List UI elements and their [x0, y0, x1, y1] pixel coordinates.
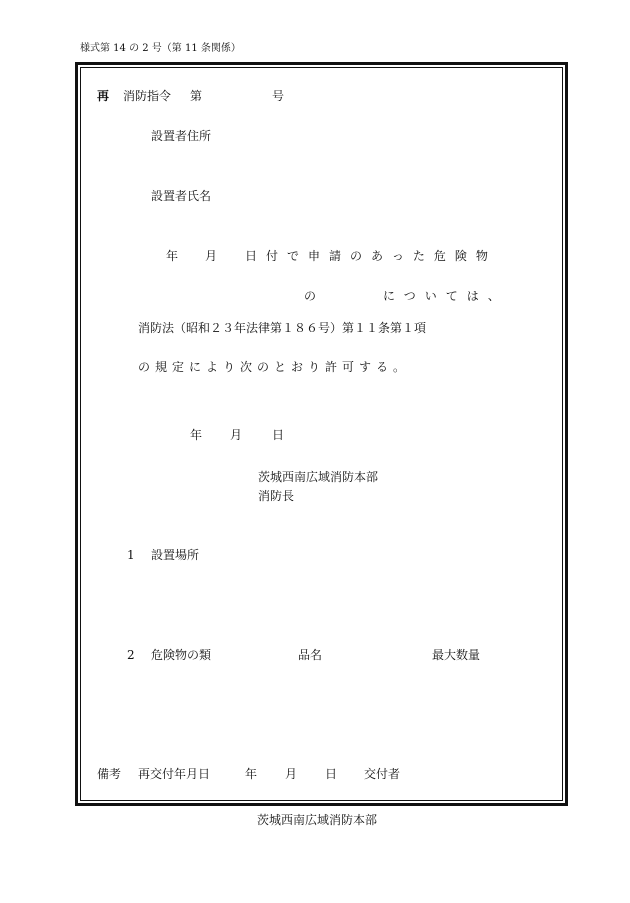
date-day: 日 [272, 428, 285, 442]
permit-dai: 第 [190, 89, 203, 103]
body-year: 年 [166, 249, 179, 263]
item2-number: 2 [127, 648, 135, 662]
remarks-month: 月 [285, 767, 298, 781]
date-year: 年 [190, 428, 203, 442]
permit-go: 号 [272, 89, 285, 103]
item2-quantity: 最大数量 [432, 648, 481, 662]
permit-label: 消防指令 [123, 89, 172, 103]
body-line1: 日付で申請のあった危険物 [245, 249, 497, 263]
date-month: 月 [230, 428, 243, 442]
body-line4: の規定により次のとおり許可する。 [138, 360, 411, 374]
footer-org: 茨城西南広域消防本部 [257, 813, 378, 827]
remarks-reissue-date-label: 再交付年月日 [138, 767, 211, 781]
installer-address-label: 設置者住所 [151, 129, 212, 143]
remarks-issuer-label: 交付者 [364, 767, 401, 781]
body-month: 月 [205, 249, 218, 263]
reissue-mark: 再 [97, 89, 110, 103]
remarks-year: 年 [245, 767, 258, 781]
item2-label: 危険物の類 [151, 648, 212, 662]
issuer-org: 茨城西南広域消防本部 [258, 470, 379, 484]
item2-name: 品名 [298, 648, 323, 662]
item1-number: 1 [127, 548, 135, 562]
form-number: 様式第 14 の 2 号（第 11 条関係） [80, 43, 241, 54]
item1-label: 設置場所 [151, 548, 200, 562]
body-nitsuite: については、 [383, 289, 509, 303]
issuer-title: 消防長 [258, 489, 295, 503]
body-line3: 消防法（昭和２３年法律第１８６号）第１１条第１項 [138, 321, 427, 335]
inner-border [80, 67, 563, 801]
remarks-label: 備考 [97, 767, 122, 781]
installer-name-label: 設置者氏名 [151, 189, 212, 203]
remarks-day: 日 [325, 767, 338, 781]
body-no: の [304, 289, 317, 303]
